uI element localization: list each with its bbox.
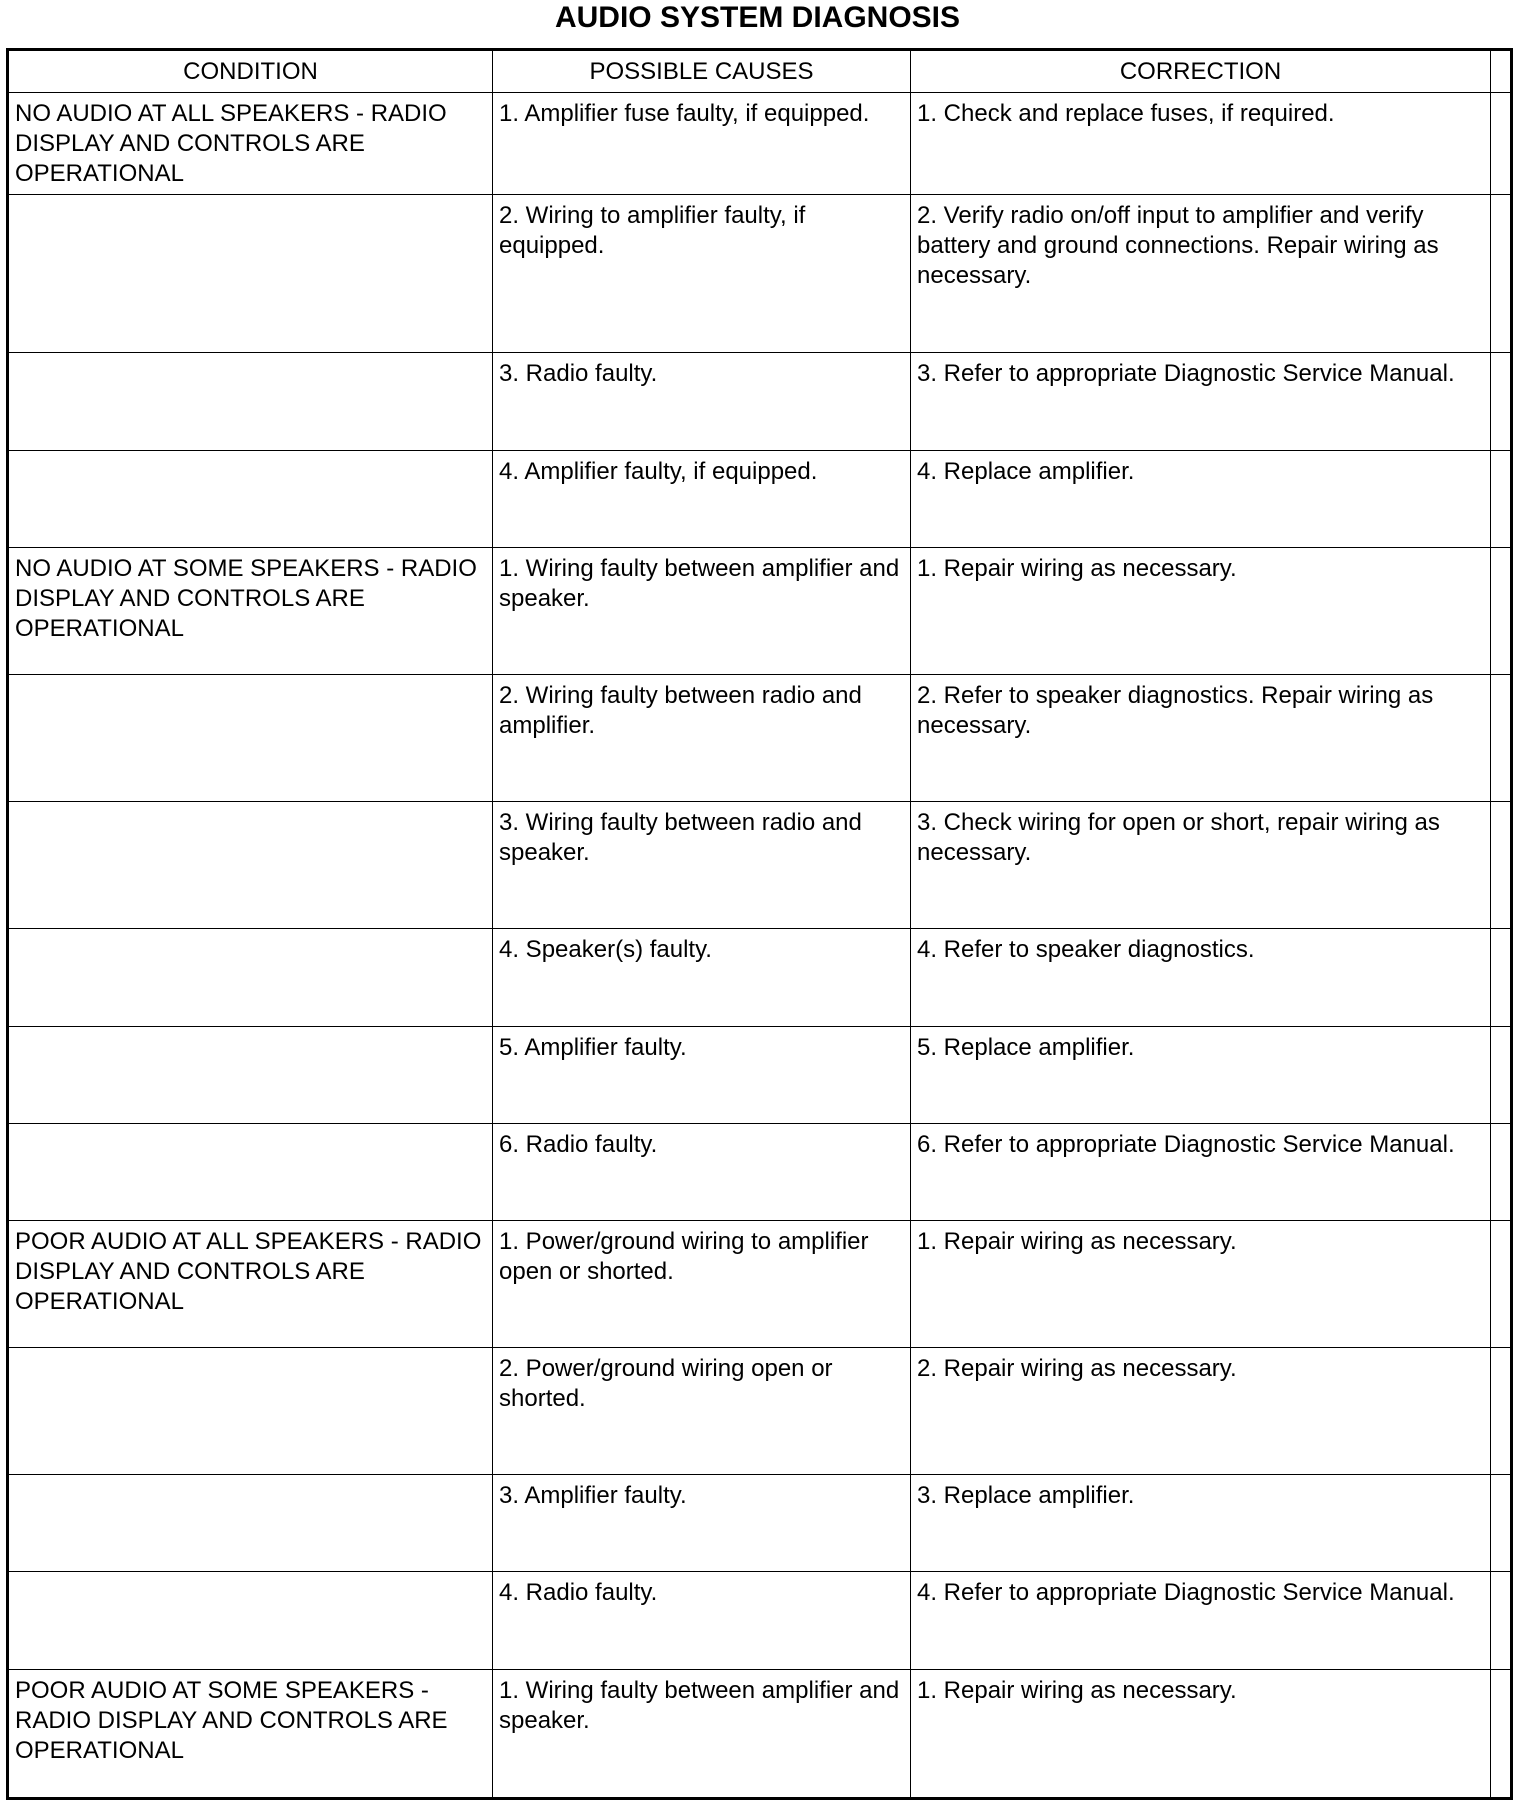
blank-cell [1491, 929, 1512, 1026]
blank-cell [1491, 1123, 1512, 1220]
condition-cell: NO AUDIO AT SOME SPEAKERS - RADIO DISPLAY AND CONTROLS ARE OPERATIONAL [8, 547, 493, 674]
diagnosis-table [6, 48, 1513, 1800]
cause-cell: 4. Speaker(s) faulty. [493, 929, 911, 1026]
table-row [8, 1572, 1512, 1669]
blank-cell [1491, 353, 1512, 450]
blank-cell [1491, 1572, 1512, 1669]
correction-cell: 3. Replace amplifier. [911, 1475, 1491, 1572]
condition-cell: NO AUDIO AT ALL SPEAKERS - RADIO DISPLAY AND CONTROLS ARE OPERATIONAL [8, 93, 493, 195]
blank-cell [1491, 802, 1512, 929]
table-row [8, 450, 1512, 547]
blank-cell [1491, 1220, 1512, 1347]
correction-cell: 1. Repair wiring as necessary. [911, 1669, 1491, 1798]
table-row [8, 674, 1512, 801]
condition-cell [8, 450, 493, 547]
table-row [8, 1026, 1512, 1123]
page-title: AUDIO SYSTEM DIAGNOSIS [554, 1, 961, 34]
table-row [8, 1123, 1512, 1220]
cause-cell: 1. Power/ground wiring to amplifier open or shorted. [493, 1220, 911, 1347]
cause-cell: 2. Wiring to amplifier faulty, if equipped. [493, 195, 911, 353]
condition-cell [8, 1123, 493, 1220]
blank-cell [1491, 1475, 1512, 1572]
blank-cell [1491, 1348, 1512, 1475]
correction-cell: 1. Check and replace fuses, if required. [911, 93, 1491, 195]
cause-cell: 4. Radio faulty. [493, 1572, 911, 1669]
condition-cell [8, 353, 493, 450]
table-row [8, 353, 1512, 450]
correction-cell: 2. Refer to speaker diagnostics. Repair wiring as necessary. [911, 674, 1491, 801]
cause-cell: 3. Wiring faulty between radio and speaker. [493, 802, 911, 929]
cause-cell: 5. Amplifier faulty. [493, 1026, 911, 1123]
correction-cell: 1. Repair wiring as necessary. [911, 547, 1491, 674]
condition-cell: POOR AUDIO AT ALL SPEAKERS - RADIO DISPLAY AND CONTROLS ARE OPERATIONAL [8, 1220, 493, 1347]
correction-cell: 4. Replace amplifier. [911, 450, 1491, 547]
table-row [8, 195, 1512, 353]
condition-cell [8, 802, 493, 929]
cause-cell: 2. Power/ground wiring open or shorted. [493, 1348, 911, 1475]
blank-cell [1491, 195, 1512, 353]
blank-cell [1491, 93, 1512, 195]
condition-cell: POOR AUDIO AT SOME SPEAKERS - RADIO DISPLAY AND CONTROLS ARE OPERATIONAL [8, 1669, 493, 1798]
cause-cell: 4. Amplifier faulty, if equipped. [493, 450, 911, 547]
condition-cell [8, 1475, 493, 1572]
cause-cell: 1. Amplifier fuse faulty, if equipped. [493, 93, 911, 195]
blank-cell [1491, 1026, 1512, 1123]
condition-cell [8, 674, 493, 801]
header-correction: CORRECTION [911, 50, 1491, 93]
header-condition: CONDITION [8, 50, 493, 93]
correction-cell: 5. Replace amplifier. [911, 1026, 1491, 1123]
table-row [8, 1475, 1512, 1572]
condition-cell [8, 1572, 493, 1669]
table-row [8, 93, 1512, 195]
correction-cell: 3. Check wiring for open or short, repair wiring as necessary. [911, 802, 1491, 929]
correction-cell: 1. Repair wiring as necessary. [911, 1220, 1491, 1347]
correction-cell: 4. Refer to speaker diagnostics. [911, 929, 1491, 1026]
cause-cell: 3. Amplifier faulty. [493, 1475, 911, 1572]
blank-cell [1491, 1669, 1512, 1798]
blank-cell [1491, 450, 1512, 547]
correction-cell: 6. Refer to appropriate Diagnostic Service Manual. [911, 1123, 1491, 1220]
table-row [8, 1669, 1512, 1798]
cause-cell: 6. Radio faulty. [493, 1123, 911, 1220]
cause-cell: 1. Wiring faulty between amplifier and speaker. [493, 1669, 911, 1798]
correction-cell: 4. Refer to appropriate Diagnostic Service Manual. [911, 1572, 1491, 1669]
condition-cell [8, 1348, 493, 1475]
header-blank-column [1491, 50, 1512, 93]
condition-cell [8, 1026, 493, 1123]
table-row [8, 1220, 1512, 1347]
cause-cell: 1. Wiring faulty between amplifier and speaker. [493, 547, 911, 674]
table-header-row [8, 50, 1512, 93]
correction-cell: 2. Verify radio on/off input to amplifier and verify battery and ground connections. Repair wiring as necessary. [911, 195, 1491, 353]
table-row [8, 929, 1512, 1026]
correction-cell: 2. Repair wiring as necessary. [911, 1348, 1491, 1475]
correction-cell: 3. Refer to appropriate Diagnostic Service Manual. [911, 353, 1491, 450]
table-row [8, 802, 1512, 929]
condition-cell [8, 929, 493, 1026]
cause-cell: 2. Wiring faulty between radio and amplifier. [493, 674, 911, 801]
table-row [8, 1348, 1512, 1475]
condition-cell [8, 195, 493, 353]
table-row [8, 547, 1512, 674]
blank-cell [1491, 547, 1512, 674]
header-possible-causes: POSSIBLE CAUSES [493, 50, 911, 93]
blank-cell [1491, 674, 1512, 801]
cause-cell: 3. Radio faulty. [493, 353, 911, 450]
